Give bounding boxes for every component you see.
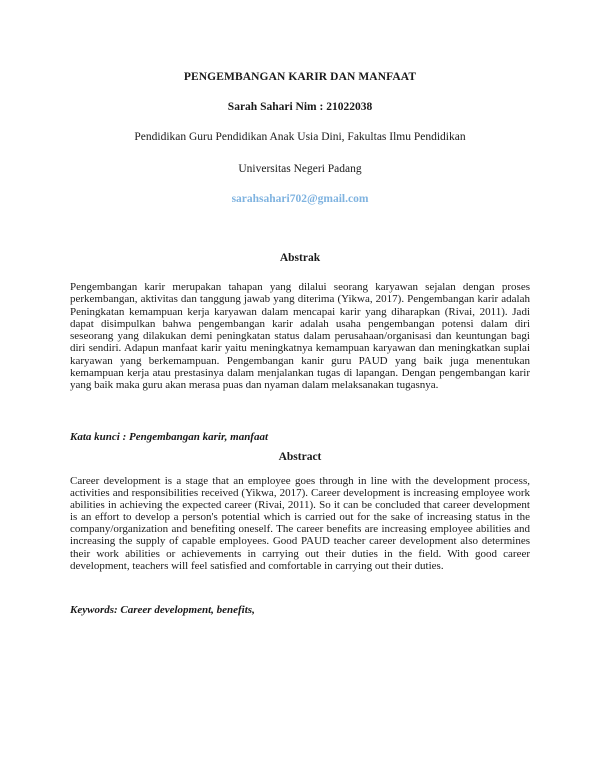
- paper-title: PENGEMBANGAN KARIR DAN MANFAAT: [183, 71, 417, 83]
- affiliation: Pendidikan Guru Pendidikan Anak Usia Dini, Fakultas Ilmu Pendidikan: [134, 131, 466, 143]
- author-email: sarahsahari702@gmail.com: [231, 193, 369, 205]
- abstrak-body: Pengembangan karir merupakan tahapan yang dilalui seorang karyawan sejalan dengan proses perkembangan, aktivitas dan tanggung jawab yang diterima (Yikwa, 2017). Pengembangan karir adalah Peningkatan kemampuan kerja karyawan dalam mencapai karir yang diharapkan (Rivai, 2011). Jadi dapat disimpulkan bahwa pengembangan karir adalah usaha pengembangan potensi dalam diri seseorang yang dilakukan demi peningkatan status dalam perusahaan/organisasi dan keuntungan bagi diri sendiri. Adapun manfaat karir yaitu meningkatnya kemampuan karyawan dan meningkatkan suplai karyawan yang berkemampuan. Pengembangan kanir guru PAUD yang baik juga menentukan kemampuan kerja atau prestasinya dalam menjalankan tugas di lapangan. Dengan pengembangan karir yang baik maka guru akan merasa puas dan nyaman dalam melaksanakan tugasnya.: [70, 281, 530, 392]
- abstrak-heading: Abstrak: [279, 252, 321, 264]
- kata-kunci: Kata kunci : Pengembangan karir, manfaat: [70, 431, 269, 443]
- abstract-body: Career development is a stage that an employee goes through in line with the development process, activities and responsibilities received (Yikwa, 2017). Career development is increasing employee work abilities in achieving the expected career (Rivai, 2011). So it can be concluded that career development is an effort to develop a person's potential which is carried out for the sake of increasing status in the company/organization and benefiting oneself. The career benefits are increasing employee abilities and increasing the supply of capable employees. Good PAUD teacher career development also determines their work abilities or achievements in carrying out their duties in the field. With good career development, teachers will feel satisfied and comfortable in carrying out their duties.: [70, 475, 530, 572]
- university: Universitas Negeri Padang: [238, 163, 362, 175]
- author-line: Sarah Sahari Nim : 21022038: [227, 101, 373, 113]
- keywords: Keywords: Career development, benefits,: [70, 604, 255, 616]
- abstract-heading: Abstract: [278, 451, 322, 463]
